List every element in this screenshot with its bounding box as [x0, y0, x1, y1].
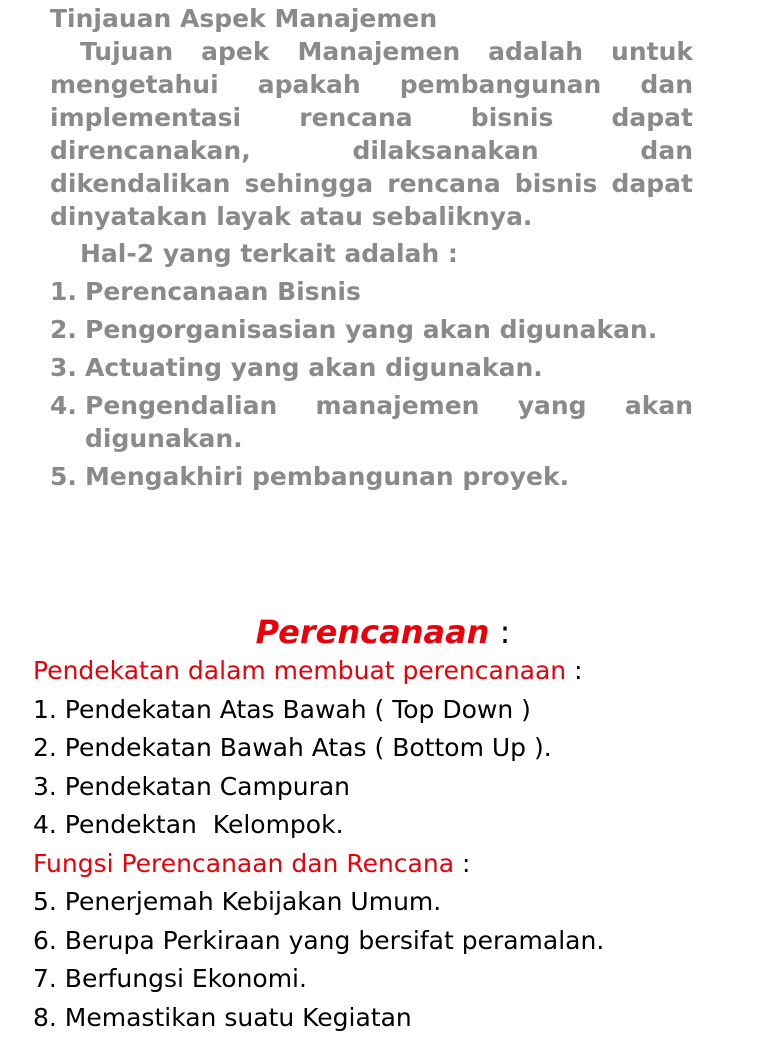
- list-item-number: 1.: [50, 275, 85, 308]
- list-item: [50, 460, 693, 493]
- approach-item: 3. Pendekatan Campuran: [33, 768, 733, 807]
- list-item: [50, 351, 693, 384]
- function-item: 8. Memastikan suatu Kegiatan: [33, 999, 733, 1037]
- function-item: 6. Berupa Perkiraan yang bersifat peramalan.: [33, 922, 733, 961]
- list-item-number: 5.: [50, 460, 85, 493]
- function-heading-line: [33, 845, 733, 884]
- list-item-number: 2.: [50, 313, 85, 346]
- list-item: [50, 389, 693, 455]
- planning-title-line: [33, 612, 733, 652]
- list-item: [50, 313, 693, 346]
- approach-heading-line: [33, 652, 733, 691]
- management-items-list: [50, 275, 693, 493]
- approach-heading: Pendekatan dalam membuat perencanaan: [33, 656, 566, 685]
- planning-section: [33, 612, 733, 1037]
- function-heading-suffix: :: [454, 849, 470, 878]
- approach-item: 4. Pendektan Kelompok.: [33, 806, 733, 845]
- list-item-text: Perencanaan Bisnis: [85, 275, 693, 308]
- list-item-number: 3.: [50, 351, 85, 384]
- function-item: 5. Penerjemah Kebijakan Umum.: [33, 883, 733, 922]
- list-item-text: Actuating yang akan digunakan.: [85, 351, 693, 384]
- approach-item: 1. Pendekatan Atas Bawah ( Top Down ): [33, 691, 733, 730]
- list-item-text: Mengakhiri pembangunan proyek.: [85, 460, 693, 493]
- list-item-text: Pengorganisasian yang akan digunakan.: [85, 313, 693, 346]
- approach-heading-suffix: :: [566, 656, 582, 685]
- approach-item: 2. Pendekatan Bawah Atas ( Bottom Up ).: [33, 729, 733, 768]
- management-aspect-section: [50, 2, 693, 498]
- section-paragraph: Tujuan apek Manajemen adalah untuk mengetahui apakah pembangunan dan implementasi rencana bisnis dapat direncanakan, dilaksanakan dan dikendalikan sehingga rencana bisnis dapat dinyatakan layak atau sebaliknya.: [50, 35, 693, 233]
- function-heading: Fungsi Perencanaan dan Rencana: [33, 849, 454, 878]
- planning-title-suffix: :: [489, 613, 510, 651]
- list-item: [50, 275, 693, 308]
- list-item-number: 4.: [50, 389, 85, 455]
- planning-title: Perencanaan: [256, 613, 490, 651]
- list-intro: Hal-2 yang terkait adalah :: [50, 237, 693, 270]
- section-heading: Tinjauan Aspek Manajemen: [50, 2, 693, 35]
- list-item-text: Pengendalian manajemen yang akan digunakan.: [85, 389, 693, 455]
- function-item: 7. Berfungsi Ekonomi.: [33, 960, 733, 999]
